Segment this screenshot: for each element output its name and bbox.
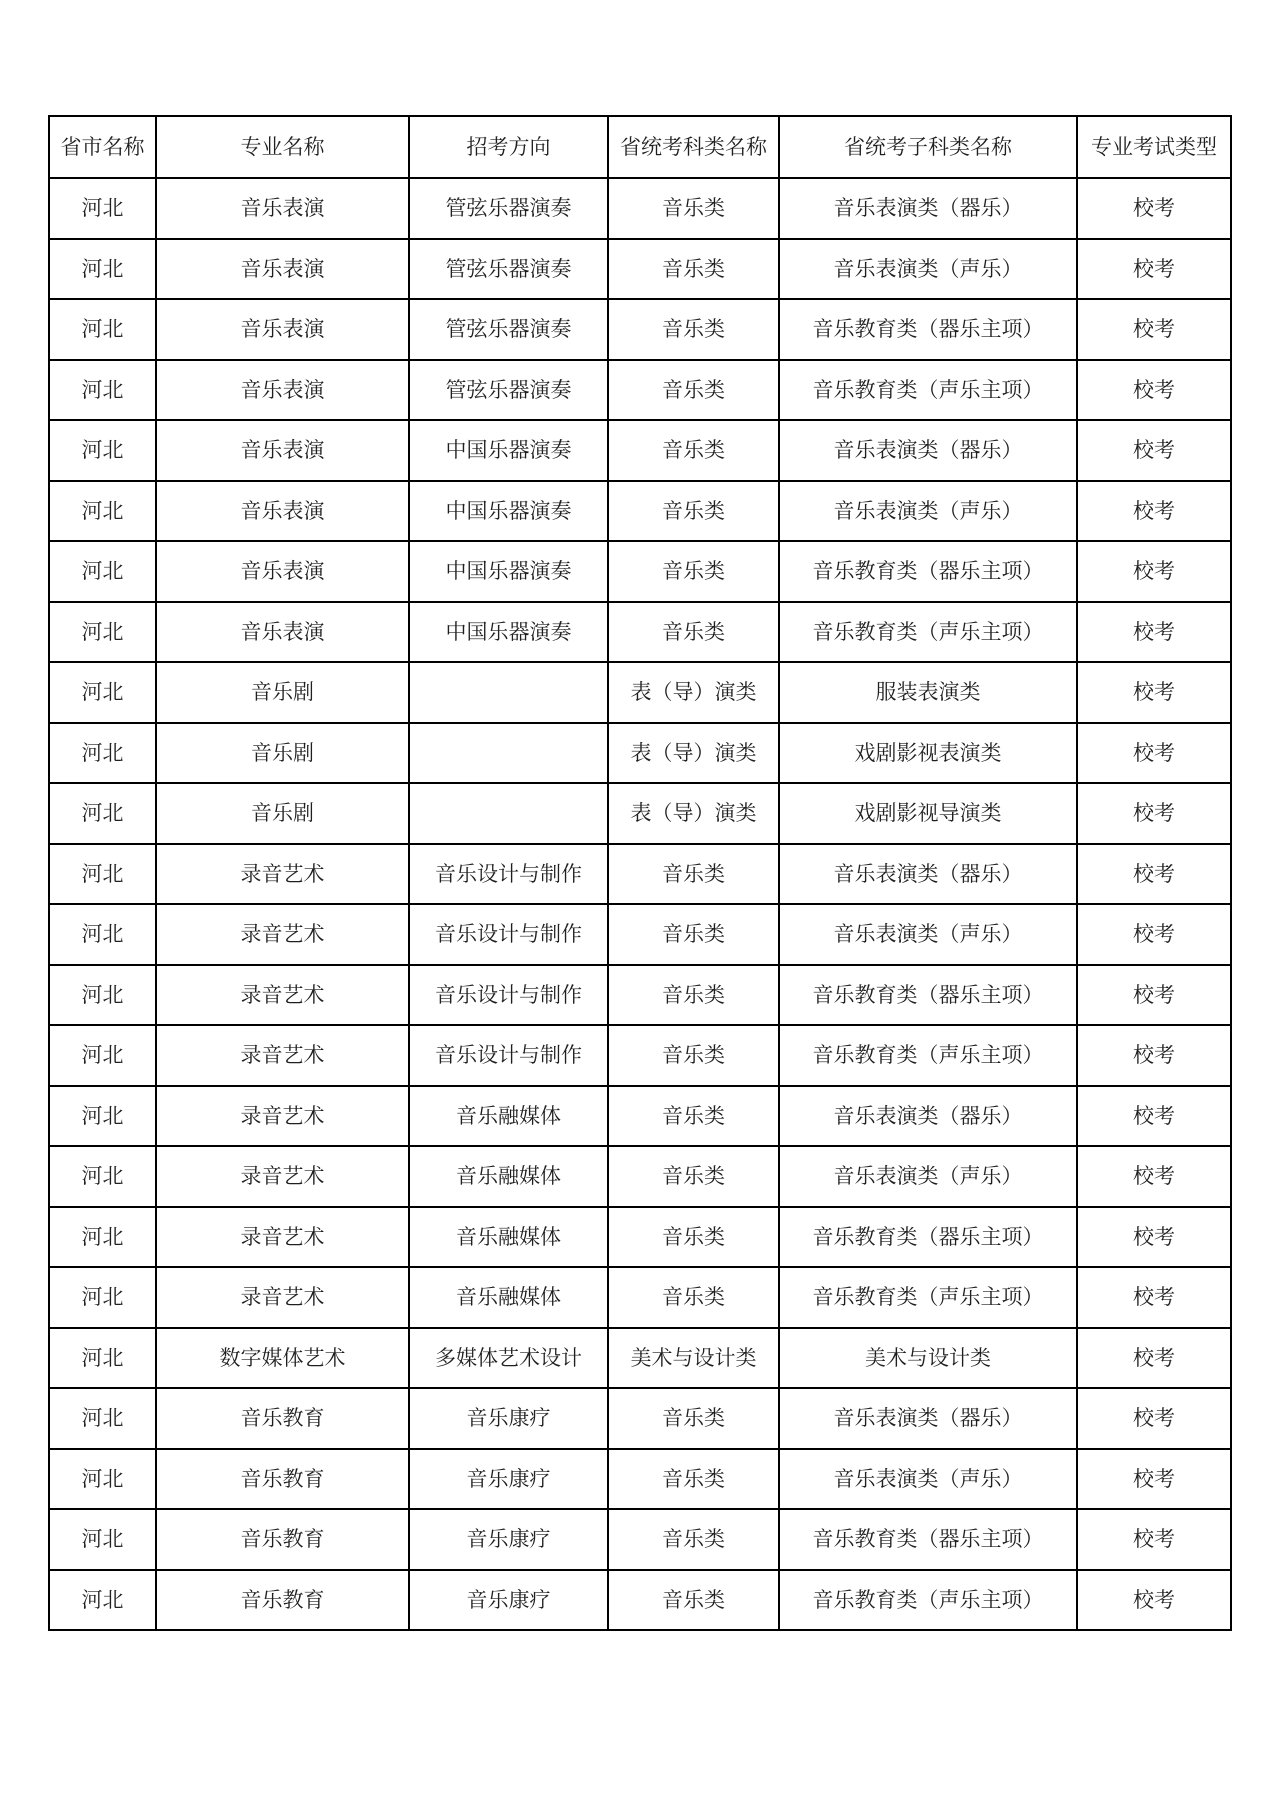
column-header-4: 省统考子科类名称 (779, 116, 1077, 178)
table-cell: 音乐类 (608, 541, 779, 602)
table-cell: 音乐类 (608, 602, 779, 663)
table-cell: 音乐表演 (156, 541, 409, 602)
table-cell: 中国乐器演奏 (409, 481, 608, 542)
table-cell: 音乐表演 (156, 481, 409, 542)
table-cell: 音乐康疗 (409, 1509, 608, 1570)
table-cell (409, 723, 608, 784)
table-cell: 校考 (1077, 723, 1231, 784)
table-cell: 河北 (49, 904, 156, 965)
table-cell: 音乐类 (608, 1449, 779, 1510)
table-cell: 录音艺术 (156, 1267, 409, 1328)
table-cell: 音乐类 (608, 1146, 779, 1207)
table-cell: 校考 (1077, 1570, 1231, 1631)
table-cell: 校考 (1077, 783, 1231, 844)
table-cell: 校考 (1077, 1267, 1231, 1328)
table-cell: 音乐类 (608, 1086, 779, 1147)
table-cell: 音乐教育类（器乐主项） (779, 299, 1077, 360)
table-row (49, 299, 1231, 360)
table-cell: 音乐表演 (156, 299, 409, 360)
table-row (49, 662, 1231, 723)
table-row (49, 481, 1231, 542)
table-cell: 音乐康疗 (409, 1570, 608, 1631)
table-cell: 河北 (49, 1086, 156, 1147)
table-row (49, 1267, 1231, 1328)
table-cell: 音乐表演类（声乐） (779, 481, 1077, 542)
table-cell: 河北 (49, 1207, 156, 1268)
table-cell: 音乐设计与制作 (409, 844, 608, 905)
table-cell: 音乐表演 (156, 420, 409, 481)
table-cell: 音乐类 (608, 360, 779, 421)
table-cell: 校考 (1077, 602, 1231, 663)
table-row (49, 1328, 1231, 1389)
table-cell: 音乐表演 (156, 360, 409, 421)
table-row (49, 844, 1231, 905)
table-cell: 校考 (1077, 904, 1231, 965)
table-cell: 校考 (1077, 965, 1231, 1026)
table-cell: 音乐设计与制作 (409, 1025, 608, 1086)
table-row (49, 1025, 1231, 1086)
table-cell: 音乐类 (608, 965, 779, 1026)
table-cell: 管弦乐器演奏 (409, 178, 608, 239)
table-cell: 音乐康疗 (409, 1388, 608, 1449)
table-cell: 河北 (49, 723, 156, 784)
column-header-0: 省市名称 (49, 116, 156, 178)
table-cell: 录音艺术 (156, 965, 409, 1026)
table-cell: 音乐类 (608, 1388, 779, 1449)
table-cell: 音乐类 (608, 420, 779, 481)
table-row (49, 239, 1231, 300)
table-cell: 管弦乐器演奏 (409, 239, 608, 300)
table-cell: 河北 (49, 1449, 156, 1510)
table-cell: 音乐类 (608, 1207, 779, 1268)
table-cell: 表（导）演类 (608, 662, 779, 723)
table-cell: 音乐教育 (156, 1388, 409, 1449)
table-cell: 音乐表演类（器乐） (779, 420, 1077, 481)
table-cell: 音乐教育 (156, 1570, 409, 1631)
column-header-3: 省统考科类名称 (608, 116, 779, 178)
table-row (49, 178, 1231, 239)
table-row (49, 360, 1231, 421)
table-cell: 录音艺术 (156, 904, 409, 965)
table-cell: 音乐教育类（声乐主项） (779, 1570, 1077, 1631)
table-cell: 音乐类 (608, 481, 779, 542)
table-header-row (49, 116, 1231, 178)
table-cell: 音乐类 (608, 904, 779, 965)
table-row (49, 1146, 1231, 1207)
table-cell: 校考 (1077, 360, 1231, 421)
table-cell: 校考 (1077, 420, 1231, 481)
table-cell: 音乐类 (608, 1025, 779, 1086)
table-cell: 河北 (49, 178, 156, 239)
table-cell: 多媒体艺术设计 (409, 1328, 608, 1389)
table-cell: 音乐设计与制作 (409, 965, 608, 1026)
table-cell: 校考 (1077, 481, 1231, 542)
table-cell: 音乐类 (608, 178, 779, 239)
table-cell: 音乐融媒体 (409, 1207, 608, 1268)
table-cell: 录音艺术 (156, 1086, 409, 1147)
table-cell: 河北 (49, 1570, 156, 1631)
table-cell: 音乐教育 (156, 1449, 409, 1510)
table-cell: 音乐教育类（器乐主项） (779, 541, 1077, 602)
table-cell: 戏剧影视表演类 (779, 723, 1077, 784)
table-cell: 录音艺术 (156, 1025, 409, 1086)
table-cell: 音乐表演 (156, 239, 409, 300)
table-cell: 录音艺术 (156, 844, 409, 905)
table-cell: 表（导）演类 (608, 723, 779, 784)
table-cell: 音乐表演类（器乐） (779, 178, 1077, 239)
table-cell: 河北 (49, 844, 156, 905)
table-row (49, 723, 1231, 784)
table-cell: 河北 (49, 541, 156, 602)
table-cell: 河北 (49, 239, 156, 300)
table-cell: 音乐教育类（声乐主项） (779, 1025, 1077, 1086)
table-cell: 音乐表演类（声乐） (779, 904, 1077, 965)
table-cell: 校考 (1077, 541, 1231, 602)
table-cell: 校考 (1077, 1207, 1231, 1268)
table-cell: 河北 (49, 1509, 156, 1570)
table-cell: 校考 (1077, 1146, 1231, 1207)
table-cell: 音乐类 (608, 844, 779, 905)
table-cell: 音乐表演 (156, 178, 409, 239)
table-cell: 音乐教育类（器乐主项） (779, 1207, 1077, 1268)
table-cell: 校考 (1077, 178, 1231, 239)
table-row (49, 1570, 1231, 1631)
table-row (49, 1388, 1231, 1449)
table-cell: 音乐教育类（声乐主项） (779, 602, 1077, 663)
table-cell: 美术与设计类 (608, 1328, 779, 1389)
table-cell: 校考 (1077, 662, 1231, 723)
table-cell: 音乐剧 (156, 723, 409, 784)
table-row (49, 541, 1231, 602)
table-row (49, 904, 1231, 965)
table-cell: 音乐表演类（声乐） (779, 1449, 1077, 1510)
table-cell: 河北 (49, 783, 156, 844)
table-cell: 美术与设计类 (779, 1328, 1077, 1389)
table-cell: 河北 (49, 662, 156, 723)
column-header-1: 专业名称 (156, 116, 409, 178)
table-cell: 校考 (1077, 1388, 1231, 1449)
table-cell: 河北 (49, 299, 156, 360)
table-cell: 校考 (1077, 299, 1231, 360)
table-cell: 音乐剧 (156, 783, 409, 844)
table-cell: 录音艺术 (156, 1207, 409, 1268)
exam-category-table (48, 115, 1232, 1631)
table-cell: 数字媒体艺术 (156, 1328, 409, 1389)
table-cell: 音乐教育类（声乐主项） (779, 1267, 1077, 1328)
table-cell: 音乐融媒体 (409, 1267, 608, 1328)
table-cell: 音乐教育类（器乐主项） (779, 1509, 1077, 1570)
table-cell: 管弦乐器演奏 (409, 360, 608, 421)
table-row (49, 1449, 1231, 1510)
table-row (49, 1207, 1231, 1268)
table-cell: 河北 (49, 1025, 156, 1086)
table-row (49, 602, 1231, 663)
table-cell: 音乐表演类（器乐） (779, 844, 1077, 905)
column-header-5: 专业考试类型 (1077, 116, 1231, 178)
table-cell: 中国乐器演奏 (409, 420, 608, 481)
table-cell: 录音艺术 (156, 1146, 409, 1207)
table-row (49, 420, 1231, 481)
table-row (49, 1086, 1231, 1147)
table-cell: 校考 (1077, 1449, 1231, 1510)
table-cell: 校考 (1077, 1328, 1231, 1389)
table-cell: 河北 (49, 360, 156, 421)
table-cell: 河北 (49, 602, 156, 663)
table-cell: 校考 (1077, 239, 1231, 300)
table-cell: 音乐融媒体 (409, 1086, 608, 1147)
table-cell: 校考 (1077, 1025, 1231, 1086)
table-cell: 中国乐器演奏 (409, 602, 608, 663)
table-cell: 河北 (49, 1267, 156, 1328)
column-header-2: 招考方向 (409, 116, 608, 178)
table-cell: 音乐表演类（声乐） (779, 1146, 1077, 1207)
table-cell: 音乐教育类（器乐主项） (779, 965, 1077, 1026)
table-cell (409, 783, 608, 844)
table-cell: 校考 (1077, 844, 1231, 905)
table-cell: 音乐教育类（声乐主项） (779, 360, 1077, 421)
table-cell: 音乐类 (608, 1267, 779, 1328)
table-cell: 音乐表演类（声乐） (779, 239, 1077, 300)
table-cell: 校考 (1077, 1509, 1231, 1570)
table-cell: 河北 (49, 420, 156, 481)
table-cell: 河北 (49, 1328, 156, 1389)
table-cell: 河北 (49, 481, 156, 542)
table-cell (409, 662, 608, 723)
table-cell: 音乐表演类（器乐） (779, 1086, 1077, 1147)
table-cell: 河北 (49, 1388, 156, 1449)
table-cell: 中国乐器演奏 (409, 541, 608, 602)
table-cell: 管弦乐器演奏 (409, 299, 608, 360)
table-cell: 服装表演类 (779, 662, 1077, 723)
table-row (49, 783, 1231, 844)
table-cell: 校考 (1077, 1086, 1231, 1147)
table-cell: 音乐类 (608, 1509, 779, 1570)
table-cell: 音乐教育 (156, 1509, 409, 1570)
table-cell: 河北 (49, 965, 156, 1026)
table-row (49, 1509, 1231, 1570)
table-cell: 音乐类 (608, 299, 779, 360)
table-cell: 河北 (49, 1146, 156, 1207)
table-cell: 音乐融媒体 (409, 1146, 608, 1207)
table-cell: 音乐类 (608, 1570, 779, 1631)
table-cell: 音乐设计与制作 (409, 904, 608, 965)
table-cell: 表（导）演类 (608, 783, 779, 844)
table-cell: 戏剧影视导演类 (779, 783, 1077, 844)
table-cell: 音乐康疗 (409, 1449, 608, 1510)
table-cell: 音乐表演类（器乐） (779, 1388, 1077, 1449)
table-cell: 音乐类 (608, 239, 779, 300)
table-cell: 音乐剧 (156, 662, 409, 723)
table-body (49, 178, 1231, 1630)
table-row (49, 965, 1231, 1026)
table-cell: 音乐表演 (156, 602, 409, 663)
